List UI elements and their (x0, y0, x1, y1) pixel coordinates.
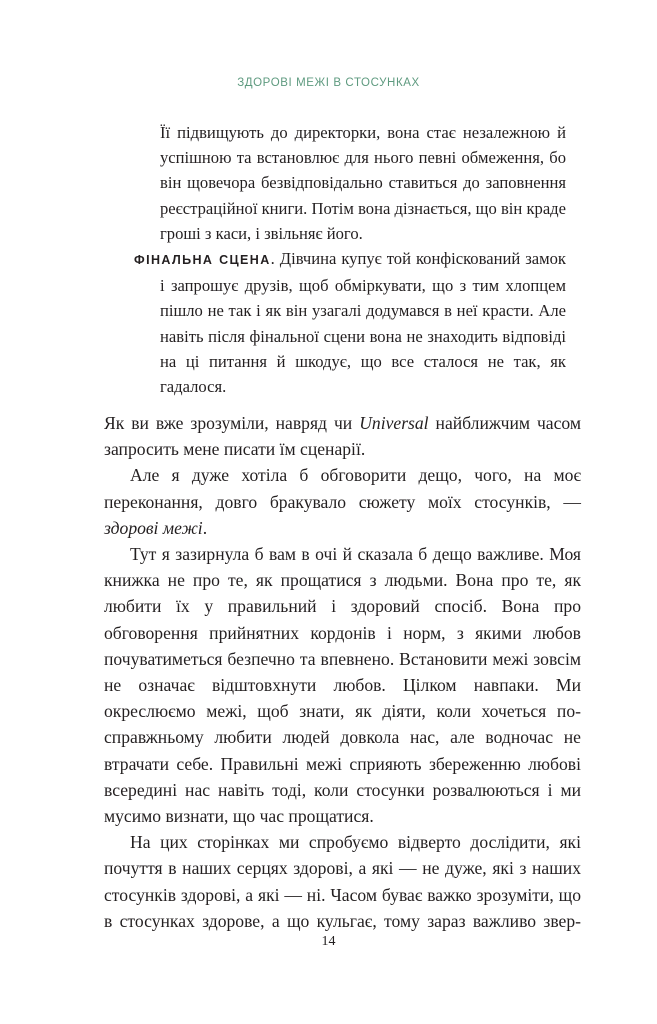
italic-term: Universal (359, 413, 429, 433)
body-text-run: . (202, 517, 208, 538)
italic-term: здорові межі (104, 517, 203, 538)
summary-paragraph: Її підвищують до директорки, вона стає незалежною й успішною та встановлює для нього певні обмеження, бо він щовечора безвідповідально ставиться до заповнення реєстраційної книги. Потім вона дізнається, що він краде гроші з каси, і звільняє його. (160, 123, 566, 243)
body-paragraph: На цих сторінках ми спробуємо відверто дослідити, які почуття в наших серцях здорові, а які — не дуже, які з наших стосунків здорові, а які — ні. Часом буває важко зрозуміти, що в стосунках здорове, а що кульгає, тому зараз важливо звер- (104, 832, 581, 931)
screenplay-summary-block (134, 120, 566, 399)
final-scene-paragraph (134, 246, 566, 399)
body-text-run: Але я дуже хотіла б обговорити дещо, чого, на моє переконання, довго бракувало сюжету моїх стосунків, — (104, 465, 581, 512)
running-head: ЗДОРОВІ МЕЖІ В СТОСУНКАХ (237, 77, 420, 89)
final-scene-label: ФІНАЛЬНА СЦЕНА (134, 253, 271, 268)
final-scene-text: . Дівчина купує той конфіскований замок і запрошує друзів, щоб обміркувати, що з тим хлопцем пішло не так і як він узагалі додумався в неї красти. Але навіть після фінальної сцени вона не знаходить відповіді на ці питання й шкодує, що все сталося не так, як гадалося. (160, 249, 566, 397)
body-text-run: найближчим часом запросить мене писати їм сценарії. (104, 413, 582, 460)
body-paragraph (104, 410, 581, 462)
page-number: 14 (321, 934, 336, 949)
body-text-run: Як ви вже зрозуміли, навряд чи (104, 413, 360, 433)
body-text (104, 410, 581, 934)
body-paragraph (104, 462, 581, 541)
body-paragraph: Тут я зазирнула б вам в очі й сказала б дещо важливе. Моя книжка не про те, як прощатися з людьми. Вона про те, як любити їх у правильний і здоровий спосіб. Вона про обговорення прийнятних кордонів і норм, з якими любов почуватиметься безпечно та впевнено. Встановити межі зовсім не означає відштовхнути любов. Цілком навпаки. Ми окреслюємо межі, щоб знати, як діяти, коли хочеться по-справжньому любити людей довкола нас, але водночас не втрачати себе. Правильні межі сприяють збереженню любові всередині нас навіть тоді, коли стосунки розвалюються і ми мусимо визнати, що час прощатися. (104, 544, 581, 827)
